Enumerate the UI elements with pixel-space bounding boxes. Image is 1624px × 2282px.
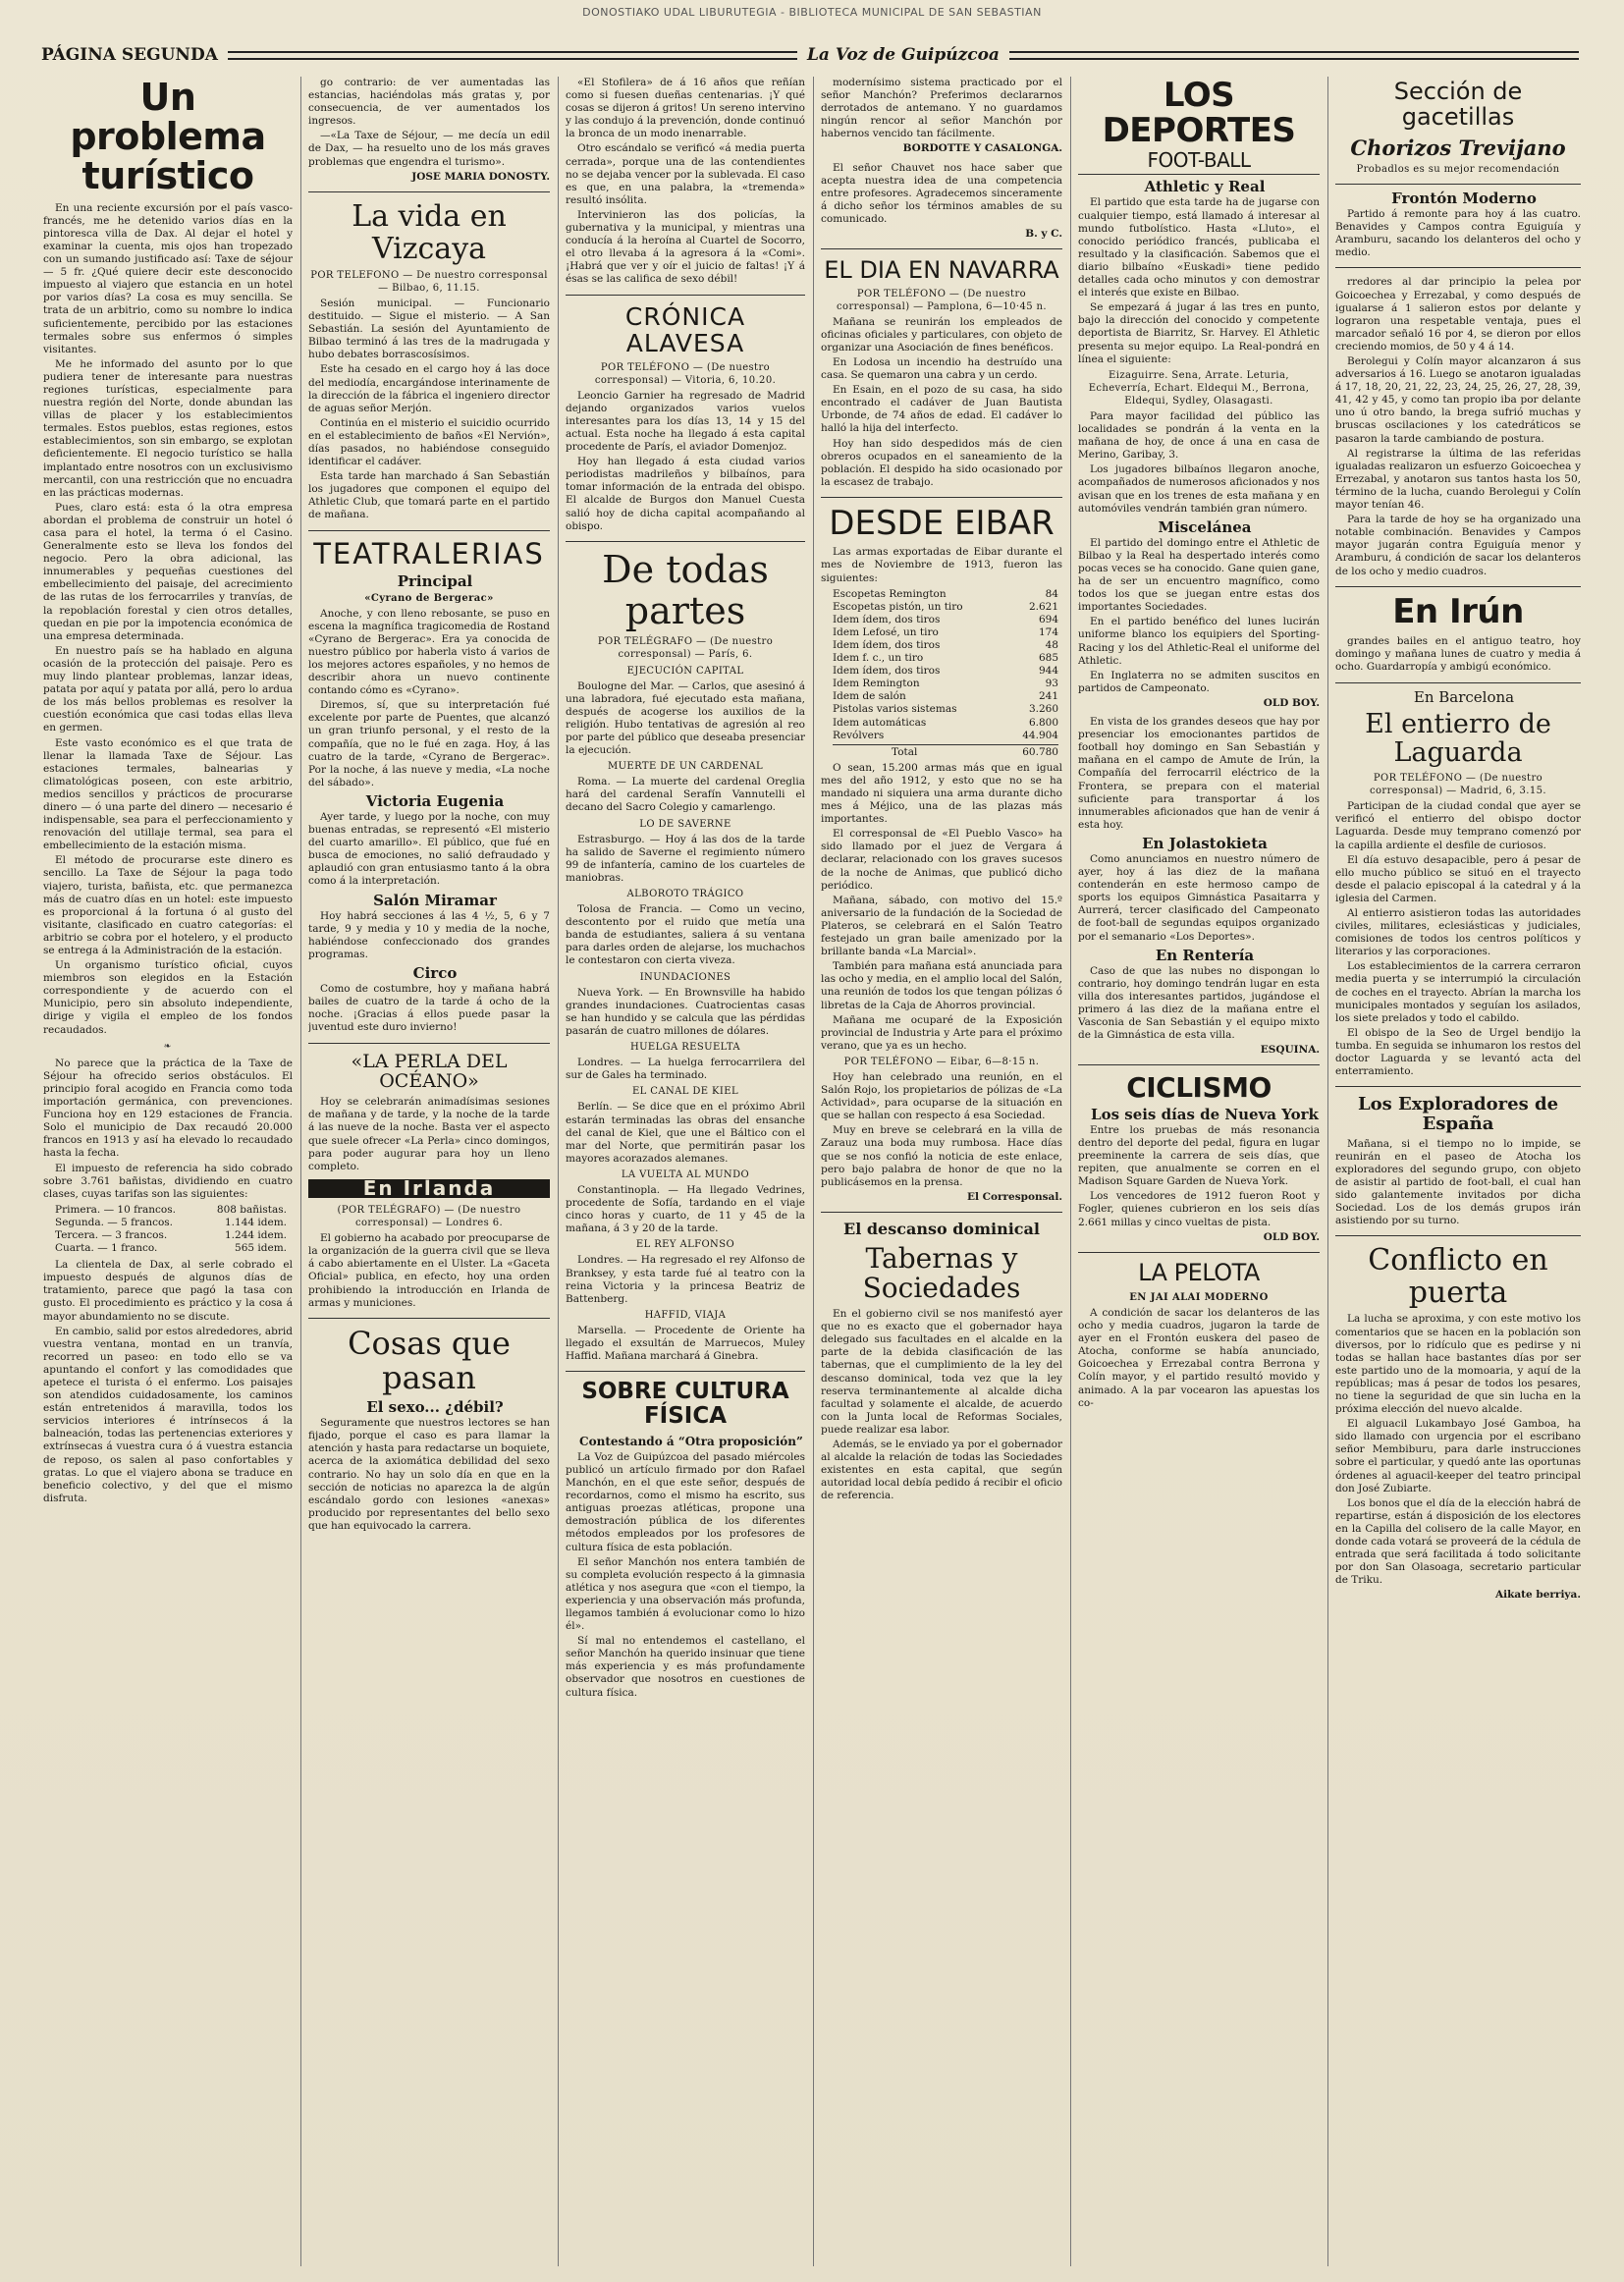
section-label: HAFFID, VIAJA (644, 1309, 727, 1321)
masthead-rule-right (1009, 51, 1579, 60)
headline-cronica-alavesa: CRÓNICA ALAVESA (624, 301, 746, 357)
signature: Aikate berriya. (1494, 1589, 1581, 1602)
headline-dia-navarra: EL DIA EN NAVARRA (824, 256, 1059, 285)
article-paragraph: Ayer tarde, y luego por la noche, con muy buenas entradas, se representó «El misterio del cuarto amarillo». El público, que fué en busca de emociones, no salió defraudado y aplaudió con gran entusiasmo tanto á la obra como á la interpretación. (308, 811, 550, 888)
article-paragraph: Me he informado del asunto por lo que pudiera tener de interesante para nuestras regiones turísticas, especialmente para nuestra región del Norte, donde abundan las villas de placer y los establecimientos termales. Estos pueblos, estas regiones, estos establecimientos, son sin embargo, se explotan deficientemente. El negocio turístico se halla implantado entre nosotros con un exclusivismo mercantil, con una restricción que no encuadra en las prácticas modernas. (43, 357, 293, 499)
subhead: En Barcelona (1413, 687, 1515, 706)
subhead: Contestando á “Otra proposición” (579, 1434, 803, 1448)
headline-cultura-fisica: SOBRE CULTURA FÍSICA (581, 1379, 789, 1430)
byline: POR TELÉGRAFO — (De nuestro corresponsal) — París, 6. (597, 636, 774, 661)
article-paragraph: El alguacil Lukambayo José Gamboa, ha sido llamado con urgencia por el escribano señor Membiburu, para darle instrucciones sobre el particular, y quedó ante las oportunas órdenes al aguacil-keeper del teatro principal don José Zubiarte. (1335, 1418, 1581, 1494)
headline-la-pelota: LA PELOTA (1138, 1258, 1260, 1286)
headline-chorizos: Chorizos Trevijano (1350, 135, 1566, 160)
page-number: PÁGINA SEGUNDA (41, 45, 218, 65)
table-row: Idem Lefosé, un tiro 174 (833, 625, 1058, 638)
article-paragraph: Además, se le enviado ya por el gobernador al alcalde la relación de todas las Sociedades existentes en esta capital, que según autoridad local debía pedido á recibir el oficio de referencia. (821, 1439, 1062, 1502)
headline-desde-eibar: DESDE EIBAR (829, 503, 1055, 543)
masthead-rule-left (228, 51, 797, 60)
column-1 (43, 77, 293, 2266)
article-paragraph: La lucha se aproxima, y con este motivo los comentarios que se hacen en la población son diversos, por lo ridículo que es pedirse y ni todas se hallan hace bastantes días por ser este partido uno de la momoaria, y aquí de la repúblicas; mas á pesar de todos los pesares, no tiene la seguridad de que sin lucha en la próxima elección del nuevo alcalde. (1335, 1313, 1581, 1416)
headline-gacetillas: Sección de gacetillas (1393, 78, 1523, 132)
article-paragraph: Hoy han celebrado una reunión, en el Salón Rojo, los propietarios de pólizas de «La Actividad», para ocuparse de la situación en que se hallan con respecto á esa Sociedad. (821, 1070, 1062, 1122)
article-paragraph: Pues, claro está: esta ó la otra empresa abordan el problema de construir un hotel ó casa para el hotel, la terma ó el Casino. Generalmente esto se lleva los fondos del negocio. Pero la obra adicional, las innumerables y pequeñas cuestiones del embellecimiento del paisaje, del acrecimiento de las rutas de los ferrocarriles y tranvías, de la repoblación forestal y cien otros detalles, quedan en pie por la impotencia económica de una empresa determinada. (43, 501, 293, 642)
headline-problema-turistico: Un problema turístico (70, 77, 266, 197)
headline-conflicto-puerta: Conflicto en puerta (1368, 1243, 1548, 1311)
table-row: Cuarta. — 1 franco. 565 idem. (55, 1242, 287, 1255)
subhead: Los seis días de Nueva York (1091, 1105, 1319, 1123)
article-paragraph: A condición de sacar los delanteros de las ocho y media cuadros, jugaron la tarde de ayer en el Frontón euskera del paseo de Atocha, conforme se había anunciado, Goicoechea y Errezabal contra Berrona y Colín mayor, y el partido resultó movido y animado. A la par vocearon las apuestas los co- (1078, 1306, 1320, 1409)
subhead: Victoria Eugenia (365, 791, 505, 810)
article-paragraph: Anoche, y con lleno rebosante, se puso en escena la magnífica tragicomedia de Rostand «Cyrano de Bergerac». Era ya conocida de nuestro público por haberla visto á varios de los mejores actores españoles, y no hemos de describir ahora un nuevo continente contando cómo es «Cyrano». (308, 607, 550, 697)
section-label: LA VUELTA AL MUNDO (621, 1168, 750, 1180)
article-paragraph: Leoncio Garnier ha regresado de Madrid dejando organizados varios vuelos interesantes para los días 13, 14 y 15 del actual. Esta noche ha llegado á esta capital procedente de París, el aviador Domenjoz. (566, 389, 805, 454)
article-paragraph: Mañana se reunirán los empleados de oficinas oficiales y particulares, con objeto de organizar una Asociación de fines benéficos. (821, 315, 1062, 353)
signature: El Corresponsal. (966, 1190, 1062, 1203)
article-paragraph: El día estuvo desapacible, pero á pesar de ello mucho público se situó en el trayecto desde el palacio episcopal á la catedral y á la iglesia del Carmen. (1335, 853, 1581, 904)
article-paragraph: rredores al dar principio la pelea por Goicoechea y Errezabal, y como después de igualarse á 1 salieron estos por delante y lograron una respetable ventaja, pues el marcador señaló 16 por 4, se dieron por ellos creciendo momios, de 50 y 4 á 14. (1335, 276, 1581, 353)
arms-table (833, 588, 1058, 759)
article-paragraph: El método de procurarse este dinero es sencillo. La Taxe de Séjour la paga todo viajero, turista, bañista, etc. que permanezca más de cuatro días en un hotel: este impuesto es proporcional á la fortuna ó al gusto del visitante, clasificado en cuatro categorías: el arbitrio se cobra por el hotelero, y el producto se entrega á la Administración de la estación. (43, 854, 293, 957)
article-paragraph: La Voz de Guipúzcoa del pasado miércoles publicó un artículo firmado por don Rafael Manchón, en el que este señor, después de recordarnos, como el mismo ha escrito, sus antiguas proezas atléticas, propone una demostración pública de los diferentes métodos empleados por los profesores de cultura física de esta población. (566, 1450, 805, 1553)
subhead-title: «Cyrano de Bergerac» (364, 592, 494, 604)
column-rule (1070, 77, 1071, 2266)
article-paragraph: Para la tarde de hoy se ha organizado una notable combinación. Benavides y Campos mayor jugarán contra Eguiguía menor y Aramburu, á condición de sacar los delanteros de los ocho y medio cuadros. (1335, 514, 1581, 577)
divider (1335, 184, 1581, 185)
signature: BORDOTTE Y CASALONGA. (902, 142, 1062, 155)
article-paragraph: En Esain, en el pozo de su casa, ha sido encontrado el cadáver de Juan Bautista Urbonde, de 74 años de edad. El cadáver lo halló la hija del interfecto. (821, 384, 1062, 435)
article-paragraph: Hoy habrá secciones á las 4 ½, 5, 6 y 7 tarde, 9 y media y 10 y media de la noche, habiéndose confeccionado dos grandes programas. (308, 909, 550, 960)
article-paragraph: modernísimo sistema practicado por el señor Manchón? Preferimos declararnos derrotados de antemano. Y no guardamos ningún rencor al señor Manchón por habernos vencido tan fácilmente. (821, 77, 1062, 140)
article-paragraph: Hoy se celebrarán animadísimas sesiones de mañana y de tarde, y la noche de la tarde á las nueve de la noche. Basta ver el aspecto que suele ofrecer «La Perla» cinco domingos, para poder augurar para hoy un lleno completo. (308, 1096, 550, 1172)
ornament: ❧ (163, 1041, 173, 1052)
tagline: Probadlos es su mejor recomendación (1356, 163, 1560, 175)
divider (308, 191, 550, 192)
article-paragraph: Caso de que las nubes no dispongan lo contrario, hoy domingo tendrán lugar en esta villa dos interesantes partidos, jugándose el primero á las diez de la mañana entre el Vasconia de San Sebastián y el equipo mixto de la Gimnástica de esta villa. (1078, 964, 1320, 1042)
divider (821, 1212, 1062, 1213)
subhead: Athletic y Real (1144, 178, 1266, 196)
column-6 (1335, 77, 1581, 2266)
signature: OLD BOY. (1263, 1230, 1320, 1243)
article-paragraph: Boulogne del Mar. — Carlos, que asesinó á una labradora, fué ejecutado esta mañana, después de acogerse los auxilios de la religión. Hubo tentativas de agresión al reo por parte del público que deseaba presenciar la ejecución. (566, 679, 805, 757)
article-paragraph: Constantinopla. — Ha llegado Vedrines, procedente de Sofía, tardando en el viaje cinco horas y cuarto, de 11 y 45 de la mañana, á 3 y 20 de la tarde. (566, 1183, 805, 1235)
column-2 (308, 77, 550, 2266)
article-paragraph: Londres. — Ha regresado el rey Alfonso de Branksey, y esta tarde fué al teatro con la reina Victoria y la princesa Beatriz de Battenberg. (566, 1254, 805, 1305)
article-paragraph: No parece que la práctica de la Taxe de Séjour ha ofrecido serios obstáculos. El principio foral acogido en Francia como toda importación germánica, con prevenciones. Funciona hoy en 129 estaciones de Francia. Solo el municipio de Dax recaudó 20.000 francos en 1913 y así ha elevado lo recaudado hasta la fecha. (43, 1057, 293, 1160)
article-paragraph: Muy en breve se celebrará en la villa de Zarauz una boda muy rumbosa. Hace días que se nos confió la noticia de este enlace, pero bajo palabra de honor de que no la publicásemos en la prensa. (821, 1124, 1062, 1188)
section-label: MUERTE DE UN CARDENAL (607, 761, 764, 773)
section-label: HUELGA RESUELTA (629, 1042, 741, 1054)
article-paragraph: El obispo de la Seo de Urgel bendijo la tumba. En seguida se inhumaron los restos del doctor Laguarda y se levantó acta del enterramiento. (1335, 1026, 1581, 1078)
article-paragraph: Mañana me ocuparé de la Exposición provincial de Industria y Arte para el próximo verano, que ya es un hecho. (821, 1013, 1062, 1052)
byline: POR TELÉFONO — (De nuestro corresponsal) — Pamplona, 6—10·45 n. (837, 288, 1047, 312)
article-paragraph: En cambio, salid por estos alrededores, abrid vuestra ventana, montad en un tranvía, recorred un paseo: en todo ello se va apuntando el confort y las comodidades que apetece el turista ó el enfermo. Los paisajes son atendidos cuidadosamente, los caminos están entretenidos á maravilla, todos los servicios interiores é intrínsecos á la balneación, todas las pertenencias exteriores y extrínsecas á vuestra cura ó á vuestra estancia de reposo, os salen al paso confortables y gratas. Lo que el viajero abona se traduce en beneficio colectivo, y del que el mismo disfruta. (43, 1325, 293, 1504)
article-paragraph: En el partido benéfico del lunes lucirán uniforme blanco los equipiers del Sporting-Racing y los del Athletic-Real el uniforme del Athletic. (1078, 616, 1320, 667)
article-paragraph: Hoy han sido despedidos más de cien obreros ocupados en el saneamiento de la población. El despido ha sido ocasionado por la escasez de trabajo. (821, 437, 1062, 488)
article-paragraph: Entre los pruebas de más resonancia dentro del deporte del pedal, figura en lugar preeminente la carrera de seis días, que repiten, que anualmente se corren en el Madison Square Garden de Nueva York. (1078, 1123, 1320, 1188)
headline-tabernas: Tabernas y Sociedades (862, 1241, 1021, 1305)
article-paragraph: grandes bailes en el antiguo teatro, hoy domingo y mañana lunes de cuatro y media á ocho. Guardarropía y ambigú económico. (1335, 635, 1581, 674)
table-row: Idem de salón 241 (833, 690, 1058, 703)
section-label: INUNDACIONES (639, 971, 731, 983)
table-row: Primera. — 10 francos. 808 bañistas. (55, 1203, 287, 1216)
section-label: ALBOROTO TRÁGICO (626, 889, 744, 899)
masthead (41, 43, 1589, 67)
article-paragraph: Participan de la ciudad condal que ayer se verificó el entierro del obispo doctor Laguarda. Desde muy temprano comenzó por la capilla ardiente el desfile de curiosos. (1335, 800, 1581, 851)
article-paragraph: En una reciente excursión por el país vasco-francés, me he detenido varios días en la pintoresca villa de Dax. Al dejar el hotel y examinar la cuenta, mis ojos han tropezado con un sumando justificado así: Taxe de séjour — 5 fr. ¿Qué quiere decir este desconocido impuesto al viajero que estancia en un hotel por varios días? La cosa es muy sencilla. Se trata de un arbitrio, como su nombre lo indica suficientemente, percibido por las estaciones termales sobre sus enfermos ó simples visitantes. (43, 201, 293, 355)
divider (308, 1318, 550, 1319)
column-4 (821, 77, 1062, 2266)
divider (308, 530, 550, 531)
article-paragraph: El partido que esta tarde ha de jugarse con cualquier tiempo, está llamado á interesar al mundo futbolístico. Hasta «Lluto», el conocido periódico francés, publicaba el resultado y la clasificación. Sabemos que el diario bilbaíno «Euskadi» tiene pedido detalles cada ocho minutos y con demostrar el interés que existe en Bilbao. (1078, 196, 1320, 299)
headline-en-irun: En Irún (1392, 591, 1524, 631)
article-paragraph: Los establecimientos de la carrera cerraron media puerta y se interrumpió la circulación de coches en el trayecto. Abrían la marcha los municipales montados y seguían los asilados, los siete prelados y todo el cabildo. (1335, 960, 1581, 1024)
subhead: Miscelánea (1158, 517, 1252, 536)
table-row: Idem ídem, dos tiros 48 (833, 638, 1058, 651)
divider (821, 248, 1062, 249)
subhead: En Jolastokieta (1142, 834, 1268, 852)
article-paragraph: Tolosa de Francia. — Como un vecino, descontento por el ruido que metía una banda de estudiantes, saliera á su ventana para darles orden de alejarse, los muchachos le contestaron con cierta viveza. (566, 903, 805, 967)
article-paragraph: Partido á remonte para hoy á las cuatro. Benavides y Campos contra Eguiguía y Aramburu, sacando los delanteros del ocho y medio. (1335, 208, 1581, 259)
byline: POR TELÉFONO — (De nuestro corresponsal) — Vitoria, 6, 10.20. (594, 361, 777, 386)
tariff-table (55, 1204, 287, 1255)
headline-de-todas-partes: De todas partes (602, 547, 769, 632)
article-paragraph: Estrasburgo. — Hoy á las dos de la tarde ha salido de Saverne el regimiento número 99 de infantería, camino de los cuarteles de maniobras. (566, 833, 805, 884)
article-paragraph: Nueva York. — En Brownsville ha habido grandes inundaciones. Cuatrocientas casas se han hundido y se calcula que las pérdidas pasarán de cuatro millones de dólares. (566, 986, 805, 1037)
article-paragraph: Como de costumbre, hoy y mañana habrá bailes de cuatro de la tarde á ocho de la noche. ¡Gracias á ellos puede pasar la juventud este duro invierno! (308, 983, 550, 1034)
table-row: Segunda. — 5 francos. 1.144 idem. (55, 1216, 287, 1228)
article-paragraph: Seguramente que nuestros lectores se han fijado, porque el caso es para llamar la atención y hasta para redactarse un boquiete, acerca de la axiomática debilidad del sexo contrario. No hay un solo día en que en la sección de noticias no aparezca la de algún escándalo gordo con lesiones «anexas» producido por representantes del bello sexo que han equivocado la carrera. (308, 1417, 550, 1532)
headline-entierro-laguarda: El entierro de Laguarda (1365, 708, 1551, 769)
article-paragraph: Esta tarde han marchado á San Sebastián los jugadores que componen el equipo del Athletic Club, que tomará parte en el partido de mañana. (308, 470, 550, 521)
article-paragraph: Berolegui y Colín mayor alcanzaron á sus adversarios á 16. Luego se anotaron igualadas á 17, 18, 20, 21, 22, 23, 24, 25, 26, 27, 28, 39, 41, 42 y 45, y como tan propio iba por delante uno ú otro bando, la brega sufrió muchas y bruscas oscilaciones y los catedráticos se pasaron la tarde cambiando de postura. (1335, 355, 1581, 445)
article-paragraph: Este ha cesado en el cargo hoy á las doce del mediodía, encargándose interinamente de la dirección de la fábrica el ingeniero director de aguas señor Merjón. (308, 363, 550, 414)
section-label: EL CANAL DE KIEL (631, 1086, 739, 1098)
article-paragraph: Los jugadores bilbaínos llegaron anoche, acompañados de numerosos aficionados y nos avisan que en los trenes de esta mañana y en automóviles vendrán también gran número. (1078, 463, 1320, 515)
table-row: Tercera. — 3 francos. 1.244 idem. (55, 1228, 287, 1241)
article-paragraph: Se empezará á jugar á las tres en punto, bajo la dirección del conocido y competente deportista de Biarritz, Sr. Harvey. El Athletic presenta su mejor equipo. La Real-pondrá en línea el siguiente: (1078, 301, 1320, 365)
article-paragraph: El corresponsal de «El Pueblo Vasco» ha sido llamado por el juez de Vergara á declarar, relacionado con los graves sucesos de la noche de Animas, que publicó dicho periódico. (821, 828, 1062, 892)
article-paragraph: El impuesto de referencia ha sido cobrado sobre 3.761 bañistas, dividiendo en cuatro clases, cuyas tarifas son las siguientes: (43, 1162, 293, 1200)
divider (1335, 1235, 1581, 1236)
subhead: En Rentería (1155, 946, 1255, 964)
article-paragraph: La clientela de Dax, al serle cobrado el impuesto después de algunos días de tratamiento, parece que pagó la tasa con gusto. El procedimiento es práctico y la cosa á mayor abundamiento no se discute. (43, 1259, 293, 1323)
table-row: Idem automáticas 6.800 (833, 716, 1058, 729)
article-paragraph: El señor Chauvet nos hace saber que acepta nuestra idea de una competencia entre profesores. Agradecemos sinceramente á dicho señor los términos amables de su comunicado. (821, 161, 1062, 225)
section-label: EN JAI ALAI MODERNO (1129, 1291, 1269, 1303)
table-row: Idem ídem, dos tiros 694 (833, 613, 1058, 625)
article-paragraph: «El Stofilera» de á 16 años que reñían como si fuesen dueñas centenarias. ¡Y qué cosas se dijeron á gritos! Un sereno intervino y las condujo á la prevención, donde continuó la bronca de un modo inenarrable. (566, 77, 805, 140)
divider (821, 497, 1062, 498)
divider (566, 295, 805, 296)
article-paragraph: En nuestro país se ha hablado en alguna ocasión de la protección del paisaje. Pero es muy lindo plantear problemas, lanzar ideas, patata por aquí y patata por allá, pero lo ardua de los más bellos problemas es resolver la cuestión económica que casi todas ellas lleva en germen. (43, 644, 293, 734)
article-paragraph: Diremos, sí, que su interpretación fué excelente por parte de Puentes, que alcanzó un gran triunfo personal, y el resto de la compañía, que no le fué en zaga. Hoy, á las cuatro de la tarde, «Cyrano de Bergerac». Por la noche, á las nueve y media, «La noche del sábado». (308, 699, 550, 788)
column-rule (813, 77, 814, 2266)
subhead: Salón Miramar (373, 891, 497, 909)
article-paragraph: Berlín. — Se dice que en el próximo Abril estarán terminadas las obras del ensanche del canal de Kiel, que une el Báltico con el mar del Norte, que permitirán pasar los mayores acorazados alemanes. (566, 1101, 805, 1165)
article-paragraph: go contrario: de ver aumentadas las estancias, haciéndolas más gratas y, por consecuencia, de ver aumentados los ingresos. (308, 77, 550, 128)
article-paragraph: Los bonos que el día de la elección habrá de repartirse, están á disposición de los electores en la Capilla del colisero de la calle Mayor, en donde cada votará se proveerá de la cédula de entrada que será facilitada á todo solicitante por don San Olasoaga, secretario particular de Triku. (1335, 1496, 1581, 1587)
section-label: EJECUCIÓN CAPITAL (626, 665, 744, 677)
headline-cosas-que-pasan: Cosas que pasan (348, 1324, 511, 1396)
article-paragraph: Mañana, sábado, con motivo del 15.º aniversario de la fundación de la Sociedad de Plateros, se celebrará en el Salón Teatro festejado un gran baile amenizado por la brillante banda «La Marcial». (821, 894, 1062, 958)
byline: (POR TELÉGRAFO) — (De nuestro corresponsal) — Londres 6. (337, 1204, 521, 1229)
article-paragraph: Este vasto económico es el que trata de llenar la llamada Taxe de Séjour. Las estaciones termales, balnearias y climatológicas poseen, con este arbitrio, medios sencillos y prácticos de procurarse dinero — ó una parte del dinero — necesario é indispensable, sea para el perfeccionamiento y renovación del utillaje termal, sea para el embellecimiento de la estación misma. (43, 736, 293, 852)
byline: POR TELEFONO — De nuestro corresponsal — Bilbao, 6, 11.15. (310, 269, 548, 294)
article-paragraph: Un organismo turístico oficial, cuyos miembros son elegidos en la Estación correspondiente y de acuerdo con el Municipio, pero sin absoluto independiente, dirige y vigila el empleo de los fondos recaudados. (43, 959, 293, 1036)
article-paragraph: Sí mal no entendemos el castellano, el señor Manchón ha querido insinuar que tiene más experiencia y es más profundamente observador que nosotros en cuestiones de cultura física. (566, 1635, 805, 1699)
article-paragraph: En el gobierno civil se nos manifestó ayer que no es exacto que el gobernador haya delegado sus facultades en el alcalde en la parte de la debida clasificación de las tabernas, que el cumplimiento de la ley del descanso dominical, toda vez que la ley reserva terminantemente al alcalde dicha facultad y solamente el alcalde, de acuerdo con la Junta local de Reformas Sociales, puede realizar esa labor. (821, 1308, 1062, 1436)
newspaper-title: La Voz de Guipúzcoa (806, 45, 1000, 65)
article-paragraph: Como anunciamos en nuestro número de ayer, hoy á las diez de la mañana contenderán en este hermoso campo de sports los equipos Gimnástica Pasaitarra y Aurrerá, tercer clasificado del Campeonato de foot-ball de segundas equipos organizado por el semanario «Los Deportes». (1078, 852, 1320, 943)
signature: B. y C. (1025, 228, 1062, 241)
article-paragraph: El gobierno ha acabado por preocuparse de la organización de la guerra civil que se lleva á cabo abiertamente en el Ulster. La «Gaceta Oficial» publica, en efecto, hoy una orden prohibiendo la introducción en Irlanda de armas y municiones. (308, 1232, 550, 1309)
article-paragraph: Londres. — La huelga ferrocarrilera del sur de Gales ha terminado. (566, 1057, 805, 1082)
divider (1078, 1252, 1320, 1253)
headline-perla-oceano: «LA PERLA DEL OCÉANO» (351, 1050, 508, 1093)
signature: OLD BOY. (1263, 696, 1320, 709)
headline-en-irlanda: En Irlanda (308, 1179, 550, 1198)
article-paragraph: El partido del domingo entre el Athletic de Bilbao y la Real ha despertado interés como pocas veces se ha conocido. Gane quien gane, ha de ser un encuentro magnífico, como todos los que se juegan entre estas dos importantes Sociedades. (1078, 536, 1320, 614)
column-3 (566, 77, 805, 2266)
article-paragraph: En Lodosa un incendio ha destruído una casa. Se quemaron una cabra y un cerdo. (821, 355, 1062, 382)
article-paragraph: O sean, 15.200 armas más que en igual mes del año 1912, y esto que no se ha mandado ni siquiera una arma durante dicho mes á Méjico, una de las plazas más importantes. (821, 761, 1062, 826)
table-row: Revólvers 44.904 (833, 729, 1058, 741)
article-paragraph: Continúa en el misterio el suicidio ocurrido en el establecimiento de baños «El Nervión», días pasados, no habiéndose conseguido identificar el cadáver. (308, 416, 550, 468)
column-rule (300, 77, 301, 2266)
headline-exploradores: Los Exploradores de España (1357, 1094, 1559, 1134)
lineup: Eizaguirre. Sena, Arrate. Leturia, Echeverría, Echart. Eldequi M., Berrona, Eldequi, Sydley, Olasagasti. (1088, 369, 1310, 407)
section-label: EL REY ALFONSO (635, 1239, 735, 1251)
table-row: Idem Remington 93 (833, 678, 1058, 690)
article-paragraph: Marsella. — Procedente de Oriente ha llegado el exsultán de Marruecos, Muley Haffid. Mañana marchará á Ginebra. (566, 1324, 805, 1363)
article-paragraph: Sesión municipal. — Funcionario destituido. — Sigue el misterio. — A San Sebastián. La sesión del Ayuntamiento de Bilbao terminó á las tres de la madrugada y hubo debates borrascosísimos. (308, 297, 550, 361)
column-rule (558, 77, 559, 2266)
subhead: El sexo... ¿débil? (366, 1398, 504, 1417)
article-paragraph: Roma. — La muerte del cardenal Oreglia hará del cardenal Serafín Vannutelli el decano del Sacro Colegio y camarlengo. (566, 776, 805, 814)
divider (1335, 682, 1581, 683)
signature: JOSE MARIA DONOSTY. (411, 170, 550, 183)
divider (1078, 1064, 1320, 1065)
table-row: Idem ídem, dos tiros 944 (833, 665, 1058, 678)
divider (566, 1371, 805, 1372)
signature: ESQUINA. (1260, 1044, 1320, 1057)
article-paragraph: Las armas exportadas de Eibar durante el mes de Noviembre de 1913, fueron las siguientes: (821, 546, 1062, 584)
column-rule (1327, 77, 1328, 2266)
headline-descanso-dominical: El descanso dominical (843, 1219, 1040, 1238)
subhead: Circo (412, 964, 458, 983)
column-5 (1078, 77, 1320, 2266)
headline-football: FOOT-BALL (1078, 150, 1320, 175)
article-paragraph: El señor Manchón nos entera también de su completa evolución respecto á la gimnasia atlética y nos asegura que «con el tiempo, la experiencia y una observación más profunda, llegamos también á evolucionar como lo hizo él». (566, 1555, 805, 1633)
article-paragraph: También para mañana está anunciada para las ocho y media, en el amplio local del Salón, una reunión de todos los que tengan pólizas ó libretas de la Caja de Ahorros provincial. (821, 960, 1062, 1011)
byline: POR TELÉFONO — Eibar, 6—8·15 n. (843, 1056, 1040, 1067)
table-row: Escopetas Remington 84 (833, 587, 1058, 600)
article-paragraph: Hoy han llegado á esta ciudad varios periodistas madrileños y bilbaínos, para tomar información de la entrada del obispo. El alcalde de Burgos don Manuel Cuesta salió hoy de dicha capital acompañando al obispo. (566, 456, 805, 532)
table-row: Idem f. c., un tiro 685 (833, 652, 1058, 665)
article-paragraph: Intervinieron las dos policías, la gubernativa y la municipal, y mientras una conducía á la heroína al Cuartel de Socorro, el otro llevaba á la agresora á la «Comi». ¡Habrá que ver y oír el juicio de faltas! ¡Y á ésas se las califica de sexo débil! (566, 208, 805, 286)
archive-header: DONOSTIAKO UDAL LIBURUTEGIA - BIBLIOTECA MUNICIPAL DE SAN SEBASTIAN (582, 6, 1042, 19)
headline-teatralerias: TEATRALERIAS (313, 536, 545, 570)
article-paragraph: Otro escándalo se verificó «á media puerta cerrada», porque una de las contendientes no se dejaba vencer por la sublevada. El caso es que, en una palabra, la «tremenda» resultó insólita. (566, 142, 805, 206)
headline-los-deportes: LOS DEPORTES (1102, 77, 1296, 150)
article-paragraph: En Inglaterra no se admiten suscitos en partidos de Campeonato. (1078, 669, 1320, 694)
article-paragraph: Al registrarse la última de las referidas igualadas realizaron un esfuerzo Goicoechea y Errezabal, y anotaron sus tantos hasta los 50, término de la lucha, cuando Berolegui y Colín mayor tenían 46. (1335, 447, 1581, 512)
divider (1335, 586, 1581, 587)
article-paragraph: —«La Taxe de Séjour, — me decía un edil de Dax, — ha resuelto uno de los más graves problemas que engendra el turismo». (308, 130, 550, 168)
article-paragraph: Los vencedores de 1912 fueron Root y Fogler, quienes cubrieron en los seis días 2.661 millas y cinco vueltas de pista. (1078, 1190, 1320, 1228)
divider (1335, 1086, 1581, 1087)
byline: POR TELÉFONO — (De nuestro corresponsal) — Madrid, 6, 3.15. (1370, 773, 1546, 797)
article-paragraph: Al entierro asistieron todas las autoridades civiles, militares, eclesiásticas y judiciales, comisiones de todos los centros políticos y literarios y las corporaciones. (1335, 906, 1581, 958)
headline-vida-vizcaya: La vida en Vizcaya (352, 198, 507, 266)
subhead: Principal (397, 572, 473, 591)
divider (308, 1043, 550, 1044)
table-total-row: Total 60.780 (833, 744, 1058, 759)
section-label: LO DE SAVERNE (639, 818, 731, 830)
divider (566, 541, 805, 542)
table-row: Escopetas pistón, un tiro 2.621 (833, 600, 1058, 613)
article-paragraph: Mañana, si el tiempo no lo impide, se reunirán en el paseo de Atocha los exploradores del segundo grupo, con objeto de asistir al partido de foot-ball, el cual han sido galantemente invitados por dicha Sociedad. Los de los demás grupos irán asistiendo por su turno. (1335, 1137, 1581, 1227)
article-paragraph: En vista de los grandes deseos que hay por presenciar los emocionantes partidos de football hoy domingo en San Sebastián y mañana en el campo de Amute de Irún, la Compañía del ferrocarril eléctrico de la Frontera, se prepara con el material suficiente para transportar á los innumerables aficionados que han de venir á esta hoy. (1078, 716, 1320, 831)
divider (1335, 267, 1581, 268)
article-paragraph: Para mayor facilidad del público las localidades se pondrán á la venta en la mañana de hoy, de once á una en casa de Merino, Garibay, 3. (1078, 409, 1320, 462)
headline-ciclismo: CICLISMO (1126, 1071, 1272, 1105)
table-row: Pistolas varios sistemas 3.260 (833, 703, 1058, 716)
subhead: Frontón Moderno (1391, 189, 1537, 207)
